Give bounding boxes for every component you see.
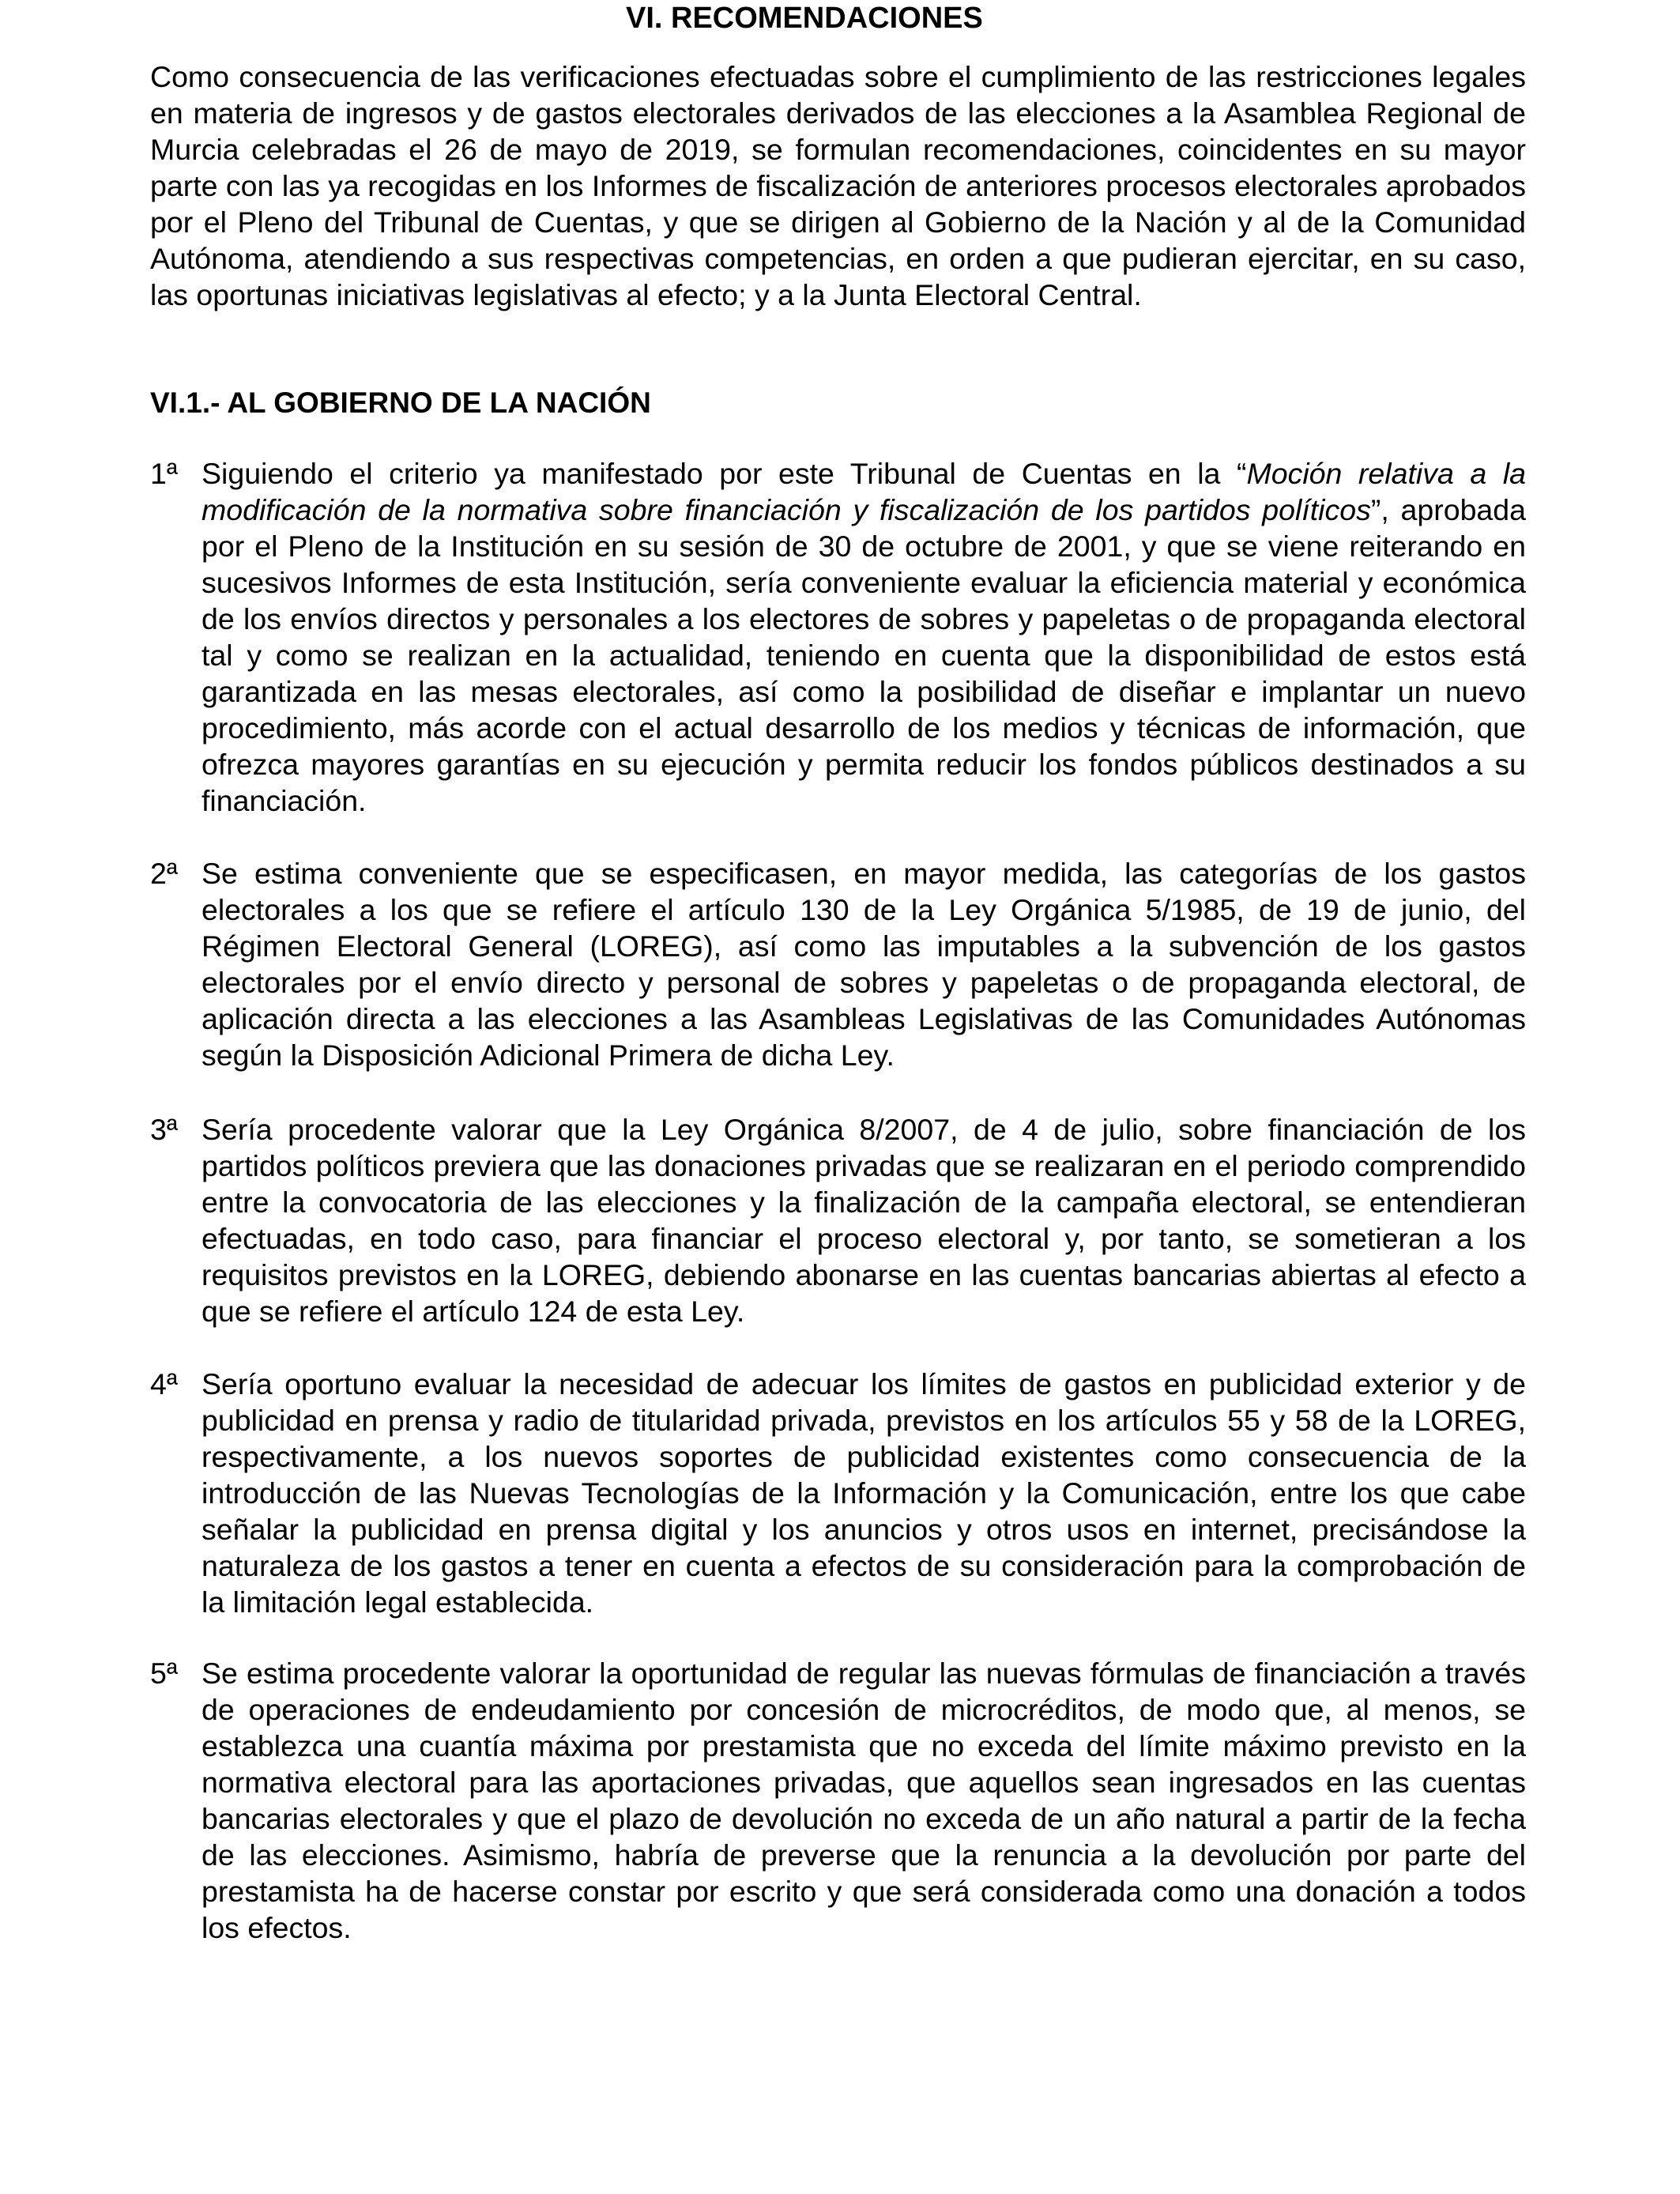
recommendation-text: Se estima procedente valorar la oportunidad de regular las nuevas fórmulas de financiación a través de operaciones de endeudamiento por concesión de microcréditos, de modo que, al menos, se establezca una cuantía máxima por prestamista que no exceda del límite máximo previsto en la normativa electoral para las aportaciones privadas, que aquellos sean ingresados en las cuentas bancarias electorales y que el plazo de devolución no exceda de un año natural a partir de la fecha de las elecciones. Asimismo, habría de preverse que la renuncia a la devolución por parte del prestamista ha de hacerse constar por escrito y que será considerada como una donación a todos los efectos. xyxy=(202,1657,1526,1944)
motion-title-italic: Moción relativa a la modificación de la normativa sobre financiación y fiscalización de los partidos políticos xyxy=(202,457,1526,526)
recommendation-number: 5ª xyxy=(150,1657,178,1690)
section-heading: VI. RECOMENDACIONES xyxy=(626,2,983,35)
intro-paragraph: Como consecuencia de las verificaciones efectuadas sobre el cumplimiento de las restricciones legales en materia de ingresos y de gastos electorales derivados de las elecciones a la Asamblea Regional de Murcia celebradas el 26 de mayo de 2019, se formulan recomendaciones, coincidentes en su mayor parte con las ya recogidas en los Informes de fiscalización de anteriores procesos electorales aprobados por el Pleno del Tribunal de Cuentas, y que se dirigen al Gobierno de la Nación y al de la Comunidad Autónoma, atendiendo a sus respectivas competencias, en orden a que pudieran ejercitar, en su caso, las oportunas iniciativas legislativas al efecto; y a la Junta Electoral Central. xyxy=(150,60,1526,311)
recommendation-number: 3ª xyxy=(150,1113,178,1146)
subsection-heading: VI.1.- AL GOBIERNO DE LA NACIÓN xyxy=(150,386,651,419)
recommendation-number: 1ª xyxy=(150,457,178,490)
recommendation-text-end: ”, aprobada por el Pleno de la Institución en su sesión de 30 de octubre de 2001, y que se viene reiterando en sucesivos Informes de esta Institución, sería conveniente evaluar la eficiencia material y económica de los envíos directos y personales a los electores de sobres y papeletas o de propaganda electoral tal y como se realizan en la actualidad, teniendo en cuenta que la disponibilidad de estos está garantizada en las mesas electorales, así como la posibilidad de diseñar e implantar un nuevo procedimiento, más acorde con el actual desarrollo de los medios y técnicas de información, que ofrezca mayores garantías en su ejecución y permita reducir los fondos públicos destinados a su financiación. xyxy=(202,493,1526,817)
recommendation-text xyxy=(202,455,1526,819)
recommendation-number: 4ª xyxy=(150,1367,178,1400)
recommendation-text: Sería oportuno evaluar la necesidad de adecuar los límites de gastos en publicidad exterior y de publicidad en prensa y radio de titularidad privada, previstos en los artículos 55 y 58 de la LOREG, respectivamente, a los nuevos soportes de publicidad existentes como consecuencia de la introducción de las Nuevas Tecnologías de la Información y la Comunicación, entre los que cabe señalar la publicidad en prensa digital y los anuncios y otros usos en internet, precisándose la naturaleza de los gastos a tener en cuenta a efectos de su consideración para la comprobación de la limitación legal establecida. xyxy=(202,1367,1526,1619)
recommendation-number: 2ª xyxy=(150,857,178,890)
recommendation-text-start: Siguiendo el criterio ya manifestado por este Tribunal de Cuentas en la “ xyxy=(202,457,1247,490)
recommendation-text: Sería procedente valorar que la Ley Orgánica 8/2007, de 4 de julio, sobre financiación de los partidos políticos previera que las donaciones privadas que se realizaran en el periodo comprendido entre la convocatoria de las elecciones y la finalización de la campaña electoral, se entendieran efectuadas, en todo caso, para financiar el proceso electoral y, por tanto, se sometieran a los requisitos previstos en la LOREG, debiendo abonarse en las cuentas bancarias abiertas al efecto a que se refiere el artículo 124 de esta Ley. xyxy=(202,1113,1526,1328)
recommendation-text: Se estima conveniente que se especificasen, en mayor medida, las categorías de los gastos electorales a los que se refiere el artículo 130 de la Ley Orgánica 5/1985, de 19 de junio, del Régimen Electoral General (LOREG), así como las imputables a la subvención de los gastos electorales por el envío directo y personal de sobres y papeletas o de propaganda electoral, de aplicación directa a las elecciones a las Asambleas Legislativas de las Comunidades Autónomas según la Disposición Adicional Primera de dicha Ley. xyxy=(202,857,1526,1072)
